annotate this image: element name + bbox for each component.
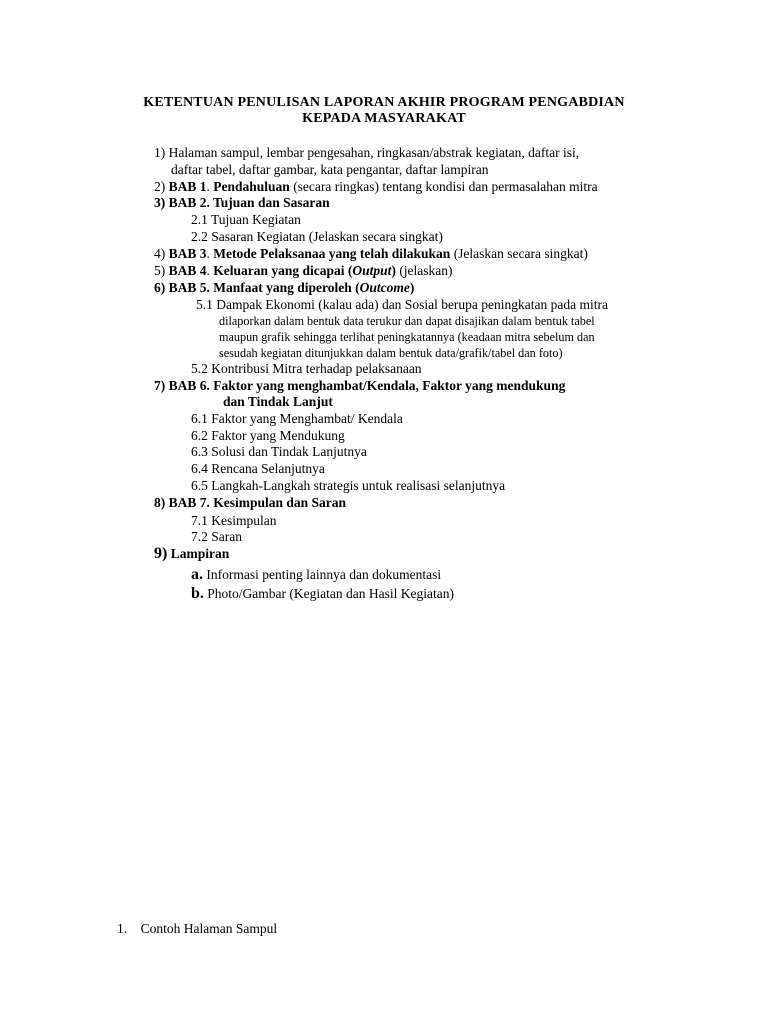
item-3-sub-2: 2.2 Sasaran Kegiatan (Jelaskan secara singkat) (191, 229, 443, 244)
item-8-number: 8) (154, 495, 166, 510)
item-2-bab: BAB 1 (168, 179, 207, 194)
item-4-sep: . (206, 246, 210, 261)
item-2-title: Pendahuluan (213, 179, 290, 194)
item-9-sub-b (191, 585, 454, 602)
item-5 (154, 262, 453, 279)
item-9-sub-b-text: Photo/Gambar (Kegiatan dan Hasil Kegiatan) (207, 586, 454, 601)
item-3-number: 3) (154, 195, 166, 210)
item-6-bab: BAB 5 (168, 280, 207, 295)
item-4-number: 4) (154, 246, 166, 261)
item-1 (154, 144, 579, 161)
item-7-bab: BAB 6 (168, 378, 207, 393)
footer-item (117, 920, 277, 937)
item-8-sub-2: 7.2 Saran (191, 529, 242, 544)
item-6-title-italic: Outcome (359, 280, 410, 295)
document-title-line-2: KEPADA MASYARAKAT (302, 111, 466, 126)
item-8 (154, 494, 346, 511)
item-4 (154, 245, 588, 262)
item-5-sep: . (206, 263, 210, 278)
item-3-sub-1: 2.1 Tujuan Kegiatan (191, 212, 301, 227)
item-7-number: 7) (154, 378, 166, 393)
item-9-sub-a-text: Informasi penting lainnya dan dokumentasi (206, 567, 442, 582)
footer-item-number: 1. (117, 921, 128, 936)
item-5-title-end: ) (391, 263, 396, 278)
document-title-line-1: KETENTUAN PENULISAN LAPORAN AKHIR PROGRAM PENGABDIAN (143, 95, 625, 110)
item-4-desc: (Jelaskan secara singkat) (453, 246, 588, 261)
item-7 (154, 377, 565, 394)
item-4-bab: BAB 3 (168, 246, 207, 261)
item-1-text: Halaman sampul, lembar pengesahan, ringkasan/abstrak kegiatan, daftar isi, (168, 145, 580, 160)
item-9-number: 9) (154, 545, 168, 562)
item-5-title (213, 263, 396, 278)
item-9 (154, 545, 229, 562)
item-2 (154, 178, 598, 195)
item-3-sep: . (206, 195, 210, 210)
item-9-sub-a (191, 566, 441, 583)
item-7-sub-5: 6.5 Langkah-Langkah strategis untuk realisasi selanjutnya (191, 478, 506, 493)
item-7-sub-4: 6.4 Rencana Selanjutnya (191, 461, 325, 476)
item-7-sub-1: 6.1 Faktor yang Menghambat/ Kendala (191, 411, 403, 426)
item-8-title: BAB 7. Kesimpulan dan Saran (168, 495, 347, 510)
item-6-title-text: Manfaat yang diperoleh ( (213, 280, 360, 295)
item-5-title-italic: Output (352, 263, 392, 278)
item-7-sub-3: 6.3 Solusi dan Tindak Lanjutnya (191, 444, 367, 459)
item-3 (154, 194, 330, 211)
item-6-title-end: ) (409, 280, 415, 295)
item-5-title-text: Keluaran yang dicapai ( (213, 263, 353, 278)
item-6-sub-1-line-3: maupun grafik sehingga terlihat peningkatannya (keadaan mitra sebelum dan (219, 330, 595, 344)
item-1-continuation: daftar tabel, daftar gambar, kata pengantar, daftar lampiran (171, 162, 489, 177)
item-6-sub-1: 5.1 Dampak Ekonomi (kalau ada) dan Sosial berupa peningkatan pada mitra (196, 297, 608, 312)
item-7-title-line-2: dan Tindak Lanjut (223, 394, 333, 409)
item-4-title: Metode Pelaksanaa yang telah dilakukan (213, 246, 451, 261)
item-6-sub-2: 5.2 Kontribusi Mitra terhadap pelaksanaan (191, 361, 422, 376)
item-9-sub-a-label: a. (191, 566, 203, 583)
item-5-desc: (jelaskan) (399, 263, 453, 278)
item-6 (154, 279, 414, 296)
item-9-title: Lampiran (170, 546, 230, 561)
item-2-desc: (secara ringkas) tentang kondisi dan permasalahan mitra (293, 179, 598, 194)
item-6-sep: . (206, 280, 210, 295)
footer-item-text: Contoh Halaman Sampul (140, 921, 278, 936)
item-8-sub-1: 7.1 Kesimpulan (191, 513, 277, 528)
item-1-number: 1) (154, 145, 166, 160)
item-9-sub-b-label: b. (191, 585, 204, 602)
item-5-number: 5) (154, 263, 166, 278)
item-7-title: Faktor yang menghambat/Kendala, Faktor yang mendukung (213, 378, 566, 393)
item-6-sub-1-line-4: sesudah kegiatan ditunjukkan dalam bentuk data/grafik/tabel dan foto) (219, 346, 563, 360)
item-7-sep: . (206, 378, 210, 393)
item-7-sub-2: 6.2 Faktor yang Mendukung (191, 428, 345, 443)
item-2-number: 2) (154, 179, 166, 194)
item-6-sub-1-line-2: dilaporkan dalam bentuk data terukur dan dapat disajikan dalam bentuk tabel (219, 314, 595, 328)
item-3-title: Tujuan dan Sasaran (213, 195, 330, 210)
item-6-number: 6) (154, 280, 166, 295)
item-5-bab: BAB 4 (168, 263, 207, 278)
item-3-bab: BAB 2 (168, 195, 207, 210)
item-2-sep: . (206, 179, 210, 194)
